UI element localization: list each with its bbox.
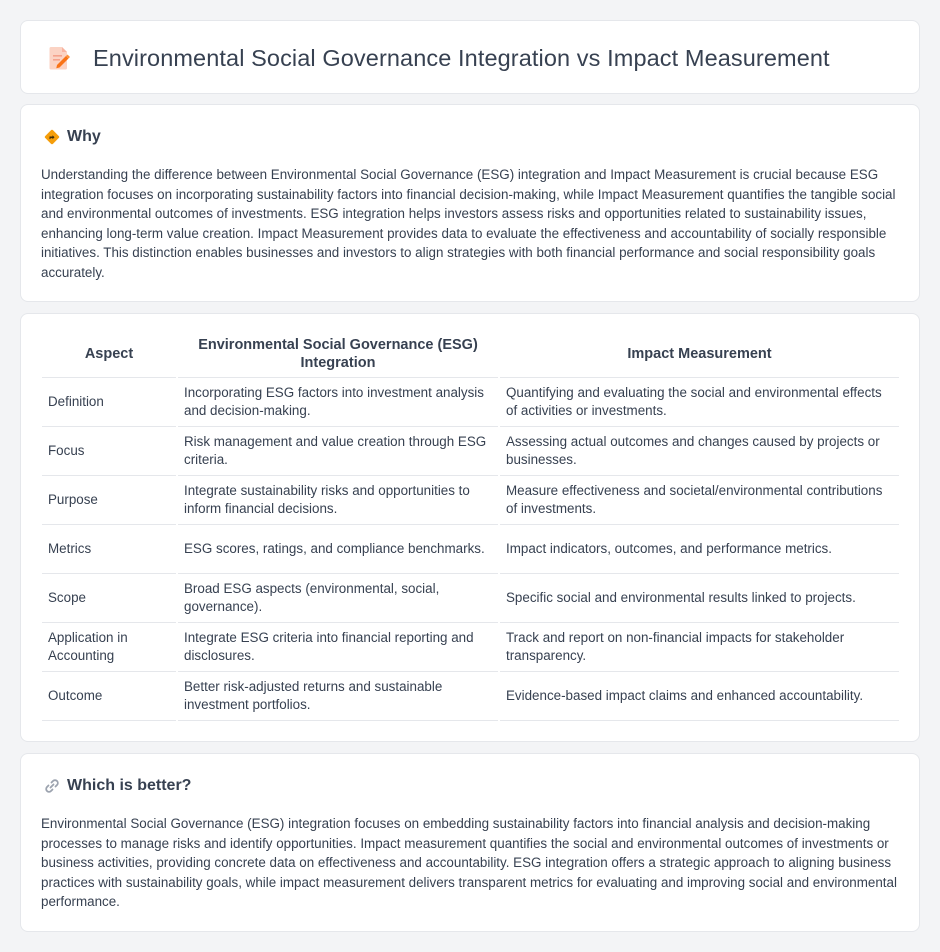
table-row <box>42 671 899 720</box>
document-pencil-icon <box>45 44 73 72</box>
cell-esg: Risk management and value creation through ESG criteria. <box>177 426 499 475</box>
comparison-table <box>42 332 899 721</box>
comparison-card <box>20 313 920 742</box>
page-title: Environmental Social Governance Integration vs Impact Measurement <box>93 44 830 71</box>
road-sign-icon <box>43 128 61 146</box>
table-row <box>42 524 899 573</box>
cell-aspect: Metrics <box>42 524 177 573</box>
cell-aspect: Focus <box>42 426 177 475</box>
link-icon <box>43 777 61 795</box>
cell-impact: Assessing actual outcomes and changes caused by projects or businesses. <box>499 426 899 475</box>
table-row <box>42 475 899 524</box>
header-aspect: Aspect <box>42 332 177 377</box>
header-impact: Impact Measurement <box>499 332 899 377</box>
cell-aspect: Definition <box>42 377 177 426</box>
why-card <box>20 104 920 302</box>
table-row <box>42 573 899 622</box>
table-row <box>42 426 899 475</box>
cell-esg: ESG scores, ratings, and compliance benchmarks. <box>177 524 499 573</box>
better-card <box>20 753 920 932</box>
header-esg: Environmental Social Governance (ESG) Integration <box>177 332 499 377</box>
table-header-row <box>42 332 899 377</box>
cell-esg: Better risk-adjusted returns and sustainable investment portfolios. <box>177 671 499 720</box>
better-body: Environmental Social Governance (ESG) integration focuses on embedding sustainability factors into financial analysis and decision-making processes to manage risks and identify opportunities. Impact measurement quantifies the social and environmental outcomes of investments or business activities, providing concrete data on effectiveness and accountability. ESG integration offers a strategic approach to aligning business practices with sustainability goals, while impact measurement delivers transparent metrics for evaluating and improving social and environmental performance. <box>41 816 897 909</box>
why-body: Understanding the difference between Environmental Social Governance (ESG) integration and Impact Measurement is crucial because ESG integration focuses on incorporating sustainability factors into financial decision-making, while Impact Measurement quantifies the tangible social and environmental outcomes of investments. ESG integration helps investors assess risks and opportunities related to sustainability issues, enhancing long-term value creation. Impact Measurement provides data to evaluate the effectiveness and accountability of socially responsible initiatives. This distinction enables businesses and investors to align strategies with both financial performance and social responsibility goals accurately. <box>41 167 896 280</box>
cell-impact: Evidence-based impact claims and enhanced accountability. <box>499 671 899 720</box>
cell-impact: Quantifying and evaluating the social and environmental effects of activities or investments. <box>499 377 899 426</box>
cell-impact: Track and report on non-financial impacts for stakeholder transparency. <box>499 622 899 671</box>
cell-impact: Specific social and environmental results linked to projects. <box>499 573 899 622</box>
cell-esg: Integrate sustainability risks and opportunities to inform financial decisions. <box>177 475 499 524</box>
cell-esg: Incorporating ESG factors into investment analysis and decision-making. <box>177 377 499 426</box>
cell-impact: Impact indicators, outcomes, and performance metrics. <box>499 524 899 573</box>
cell-impact: Measure effectiveness and societal/environmental contributions of investments. <box>499 475 899 524</box>
table-row <box>42 622 899 671</box>
cell-esg: Integrate ESG criteria into financial reporting and disclosures. <box>177 622 499 671</box>
cell-aspect: Scope <box>42 573 177 622</box>
why-heading: Why <box>67 128 101 145</box>
cell-aspect: Outcome <box>42 671 177 720</box>
table-row <box>42 377 899 426</box>
cell-aspect: Purpose <box>42 475 177 524</box>
cell-esg: Broad ESG aspects (environmental, social, governance). <box>177 573 499 622</box>
cell-aspect: Application in Accounting <box>42 622 177 671</box>
better-heading: Which is better? <box>67 777 192 794</box>
title-card <box>20 20 920 94</box>
